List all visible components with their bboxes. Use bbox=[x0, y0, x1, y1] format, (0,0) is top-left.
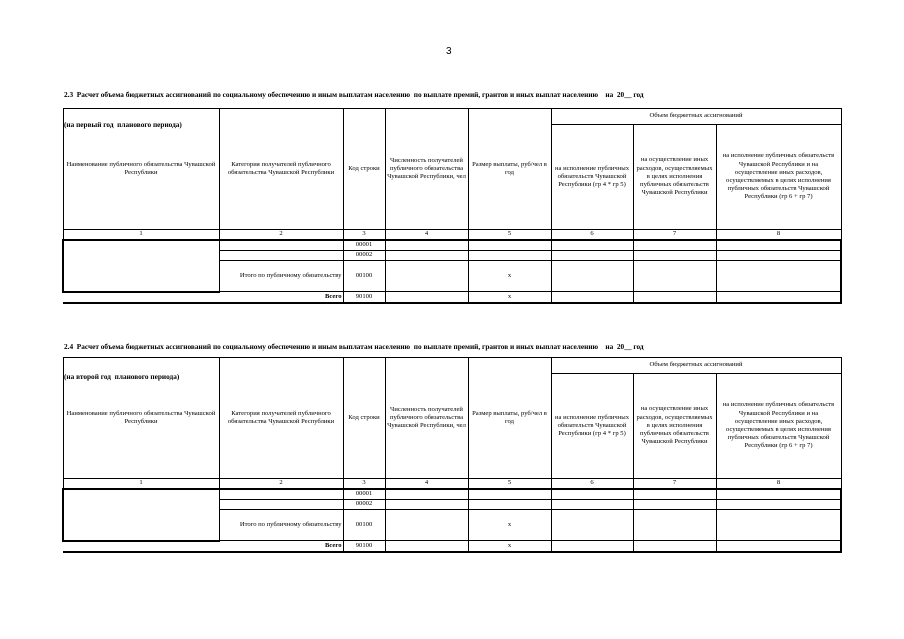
cell[interactable] bbox=[551, 251, 633, 261]
cell[interactable] bbox=[551, 240, 633, 251]
header-col-5: Размер выплаты, руб/чел в год bbox=[468, 109, 551, 230]
row-code: 00001 bbox=[343, 240, 385, 251]
cell[interactable] bbox=[385, 240, 468, 251]
header-col-2: Категория получателей публичного обязательства Чувашской Республики bbox=[219, 109, 343, 230]
row-code: 00100 bbox=[343, 261, 385, 292]
header-col-4: Численность получателей публичного обязательства Чувашской Республики, чел bbox=[385, 358, 468, 479]
header-col-2: Категория получателей публичного обязательства Чувашской Республики bbox=[219, 358, 343, 479]
cell[interactable] bbox=[385, 510, 468, 541]
header-col-1: Наименование публичного обязательства Чувашской Республики bbox=[63, 358, 219, 479]
cell[interactable] bbox=[633, 292, 716, 303]
col-number: 6 bbox=[551, 230, 633, 241]
category-cell[interactable] bbox=[219, 500, 343, 510]
col-number: 8 bbox=[716, 479, 841, 490]
cell[interactable] bbox=[551, 510, 633, 541]
cell[interactable] bbox=[716, 510, 841, 541]
section-title: 2.3 Расчет объема бюджетных ассигнований по социальному обеспечению и иным выплатам населению по выплате премий, грантов и иных выплат населению на 20__ год bbox=[64, 90, 644, 99]
col-number: 4 bbox=[385, 230, 468, 241]
x-mark: х bbox=[468, 292, 551, 303]
row-code: 00001 bbox=[343, 489, 385, 500]
x-mark: х bbox=[468, 510, 551, 541]
cell[interactable] bbox=[716, 292, 841, 303]
itogo-label: Итого по публичному обязательству bbox=[219, 261, 343, 292]
category-cell[interactable] bbox=[219, 251, 343, 261]
section-subtitle: (на второй год планового периода) bbox=[64, 372, 180, 381]
col-number: 7 bbox=[633, 479, 716, 490]
table-row bbox=[63, 240, 841, 251]
row-code: 00100 bbox=[343, 510, 385, 541]
col-number: 7 bbox=[633, 230, 716, 241]
cell[interactable] bbox=[716, 240, 841, 251]
cell[interactable] bbox=[716, 251, 841, 261]
cell[interactable] bbox=[633, 251, 716, 261]
cell[interactable] bbox=[633, 510, 716, 541]
table-row bbox=[63, 489, 841, 500]
cell[interactable] bbox=[551, 261, 633, 292]
cell[interactable] bbox=[633, 261, 716, 292]
row-code: 90100 bbox=[343, 292, 385, 303]
col-number: 1 bbox=[63, 230, 219, 241]
col-number: 6 bbox=[551, 479, 633, 490]
cell[interactable] bbox=[385, 489, 468, 500]
header-group: Объем бюджетных ассигнований bbox=[551, 109, 841, 125]
cell[interactable] bbox=[551, 489, 633, 500]
cell[interactable] bbox=[633, 541, 716, 552]
cell[interactable] bbox=[716, 541, 841, 552]
cell[interactable] bbox=[385, 500, 468, 510]
obligation-name-cell[interactable] bbox=[63, 489, 219, 541]
page-number: 3 bbox=[446, 46, 452, 57]
obligation-name-cell[interactable] bbox=[63, 240, 219, 292]
header-col-4: Численность получателей публичного обязательства Чувашской Республики, чел bbox=[385, 109, 468, 230]
row-code: 90100 bbox=[343, 541, 385, 552]
cell[interactable] bbox=[385, 541, 468, 552]
header-group: Объем бюджетных ассигнований bbox=[551, 358, 841, 374]
table-row-vsego bbox=[63, 292, 841, 303]
cell[interactable] bbox=[551, 292, 633, 303]
cell[interactable] bbox=[468, 240, 551, 251]
cell[interactable] bbox=[633, 240, 716, 251]
cell[interactable] bbox=[385, 251, 468, 261]
header-col-8: на исполнение публичных обязательств Чувашской Республики и на осуществление иных расходов, осуществляемых в целях исполнения публичных обязательств Чувашской Республики (гр 6 + гр 7) bbox=[716, 125, 841, 230]
col-number: 5 bbox=[468, 230, 551, 241]
header-col-3: Код строки bbox=[343, 109, 385, 230]
itogo-label: Итого по публичному обязательству bbox=[219, 510, 343, 541]
table-row-vsego bbox=[63, 541, 841, 552]
budget-table-2-3 bbox=[62, 108, 842, 304]
x-mark: х bbox=[468, 541, 551, 552]
cell[interactable] bbox=[633, 489, 716, 500]
vsego-label: Всего bbox=[63, 541, 343, 552]
cell[interactable] bbox=[468, 500, 551, 510]
cell[interactable] bbox=[716, 261, 841, 292]
budget-table-2-4 bbox=[62, 357, 842, 553]
col-number: 2 bbox=[219, 479, 343, 490]
category-cell[interactable] bbox=[219, 489, 343, 500]
cell[interactable] bbox=[716, 500, 841, 510]
col-number: 1 bbox=[63, 479, 219, 490]
col-number: 5 bbox=[468, 479, 551, 490]
cell[interactable] bbox=[551, 541, 633, 552]
cell[interactable] bbox=[468, 489, 551, 500]
header-col-5: Размер выплаты, руб/чел в год bbox=[468, 358, 551, 479]
cell[interactable] bbox=[633, 500, 716, 510]
header-col-7: на осуществление иных расходов, осуществляемых в целях исполнения публичных обязательств Чувашской Республики bbox=[633, 125, 716, 230]
col-number: 8 bbox=[716, 230, 841, 241]
row-code: 00002 bbox=[343, 251, 385, 261]
header-col-8: на исполнение публичных обязательств Чувашской Республики и на осуществление иных расходов, осуществляемых в целях исполнения публичных обязательств Чувашской Республики (гр 6 + гр 7) bbox=[716, 374, 841, 479]
section-title: 2.4 Расчет объема бюджетных ассигнований по социальному обеспечению и иным выплатам населению по выплате премий, грантов и иных выплат населению на 20__ год bbox=[64, 342, 644, 351]
header-col-3: Код строки bbox=[343, 358, 385, 479]
cell[interactable] bbox=[385, 292, 468, 303]
category-cell[interactable] bbox=[219, 240, 343, 251]
header-col-6: на исполнение публичных обязательств Чувашской Республики (гр 4 * гр 5) bbox=[551, 125, 633, 230]
vsego-label: Всего bbox=[63, 292, 343, 303]
cell[interactable] bbox=[716, 489, 841, 500]
section-subtitle: (на первый год планового периода) bbox=[64, 120, 182, 129]
col-number: 3 bbox=[343, 479, 385, 490]
cell[interactable] bbox=[385, 261, 468, 292]
col-number: 3 bbox=[343, 230, 385, 241]
x-mark: х bbox=[468, 261, 551, 292]
header-col-6: на исполнение публичных обязательств Чувашской Республики (гр 4 * гр 5) bbox=[551, 374, 633, 479]
cell[interactable] bbox=[551, 500, 633, 510]
col-number: 4 bbox=[385, 479, 468, 490]
cell[interactable] bbox=[468, 251, 551, 261]
header-col-1: Наименование публичного обязательства Чувашской Республики bbox=[63, 109, 219, 230]
row-code: 00002 bbox=[343, 500, 385, 510]
col-number: 2 bbox=[219, 230, 343, 241]
header-col-7: на осуществление иных расходов, осуществляемых в целях исполнения публичных обязательств Чувашской Республики bbox=[633, 374, 716, 479]
